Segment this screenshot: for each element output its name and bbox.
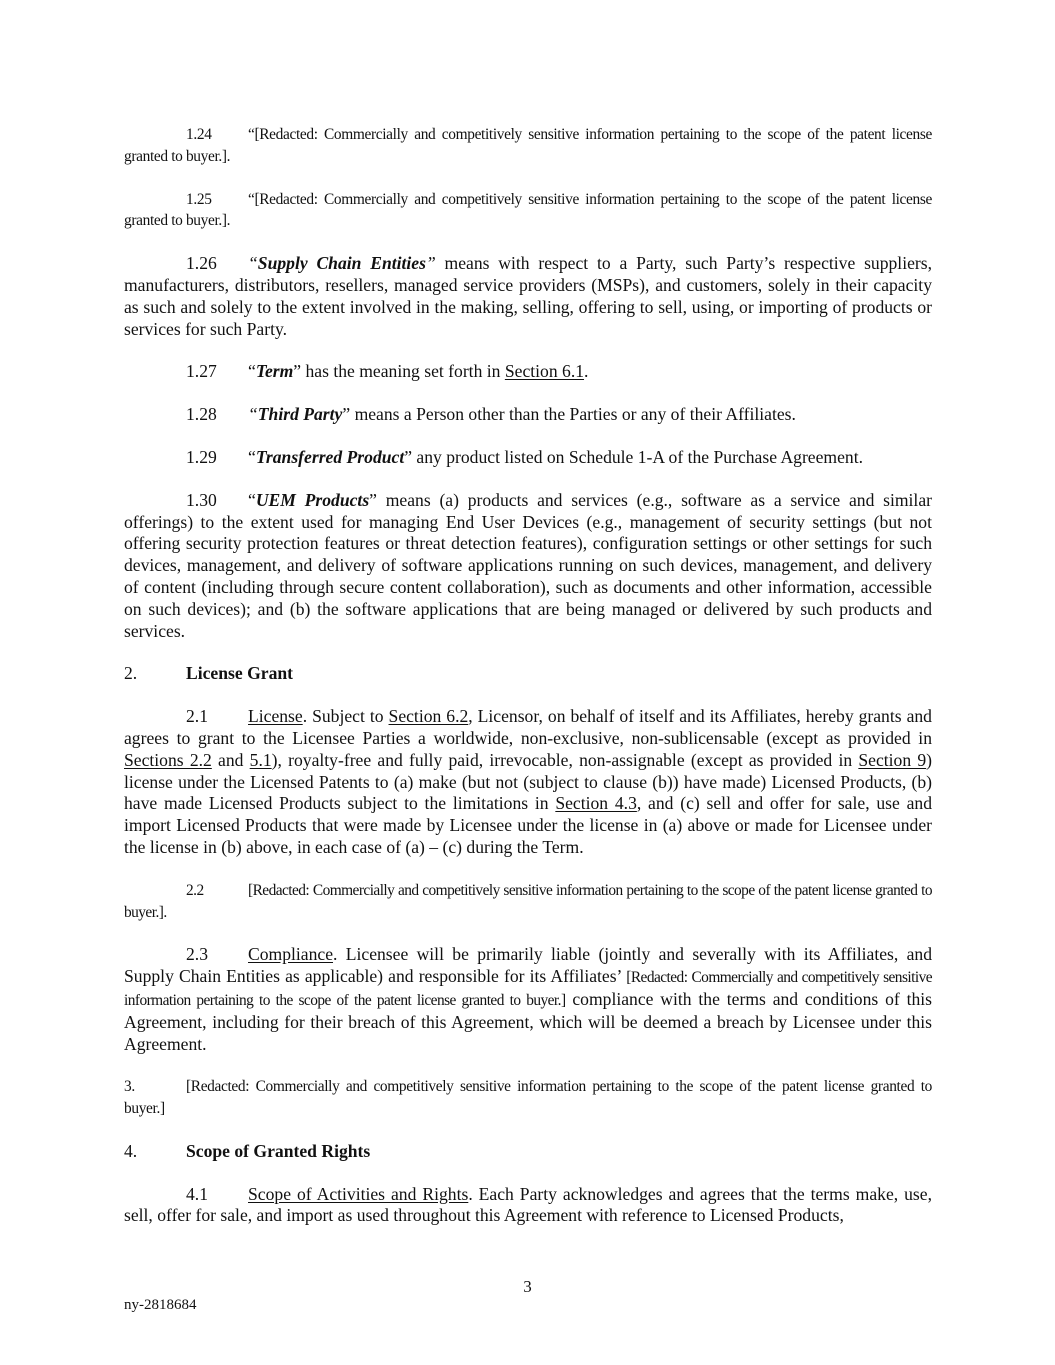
clause-number: 1.30 [186, 489, 217, 510]
clause-text: ” any product listed on Schedule 1-A of the Purchase Agreement. [404, 446, 863, 467]
open-quote: “ [248, 253, 258, 274]
clause-text: , and (c) sell and offer for sale, use and import Licensed Products that were made by Licensee under the license in (a) above or made for Licensee under the license in (b) above, in each case of (a) – (c) during the Term. [124, 793, 932, 857]
section-1-25 [124, 189, 932, 233]
clause-text: compliance with the terms and conditions of this Agreement, including for their breach of this Agreement, which will be deemed a breach by Licensee under this Agreement. [124, 988, 932, 1054]
clause-text: “[Redacted: Commercially and competitively sensitive information pertaining to the scope of the patent license granted to buyer.]. [124, 126, 932, 165]
clause-text: ), royalty-free and fully paid, irrevocable, non-assignable (except as provided in [271, 749, 859, 770]
clause-heading: License [248, 706, 303, 727]
clause-text: . Subject to [302, 706, 389, 727]
section-1-28 [124, 404, 932, 426]
clause-text: . Each Party acknowledges and agrees that the terms make, use, sell, offer for sale, and import as used throughout this Agreement with reference to Licensed Products, [124, 1183, 932, 1226]
open-quote: “ [248, 404, 258, 425]
clause-text: ” has the meaning set forth in [293, 361, 505, 382]
close-quote: ” [425, 253, 436, 274]
clause-heading: Scope of Activities and Rights [248, 1183, 469, 1204]
clause-text: and [211, 749, 250, 770]
section-reference: Sections 2.2 [124, 749, 212, 770]
section-reference: Section 6.1 [504, 361, 585, 382]
document-body [124, 124, 932, 1227]
clause-number: 4.1 [186, 1183, 208, 1204]
clause-text: , Licensor, on behalf of itself and its Affiliates, hereby grants and agrees to grant to the Licensee Parties a worldwide, non-exclusive, non-sublicensable (except as provided in [124, 706, 932, 748]
section-title: Scope of Granted Rights [186, 1140, 371, 1161]
clause-text: ” means (a) products and services (e.g., software as a service and similar offerings) to the extent used for managing End User Devices (e.g., management of security settings (but not offering security protection features or threat detection features), configuration settings or other settings for such devices, management, and delivery of software applications running on such devices, management, and delivery of content (including through secure content collaboration), such as documents and other information, accessible on such devices); and (b) the software applications that are being managed or delivered by such products and services. [124, 489, 932, 641]
clause-text-end: . [584, 361, 589, 382]
defined-term: Term [255, 361, 294, 382]
section-4-heading [124, 1141, 932, 1163]
open-quote: “ [248, 489, 256, 510]
section-text: [Redacted: Commercially and competitively sensitive information pertaining to the scope of the patent license granted to buyer.] [124, 1078, 932, 1118]
section-reference: Section 9 [858, 749, 927, 770]
section-2-3 [124, 944, 932, 1055]
clause-number: 2.3 [186, 944, 208, 965]
clause-number: 1.27 [186, 361, 217, 382]
section-1-29 [124, 447, 932, 469]
document-id: ny-2818684 [124, 1297, 197, 1313]
defined-term: Transferred Product [255, 446, 405, 467]
section-2-1 [124, 706, 932, 859]
clause-text: [Redacted: Commercially and competitively sensitive information pertaining to the scope of the patent license granted to buyer.]. [124, 881, 932, 921]
clause-number: 1.24 [186, 126, 212, 143]
section-reference: Section 6.2 [388, 706, 469, 727]
section-number: 4. [124, 1140, 138, 1161]
redacted-text: [Redacted: Commercially and competitively sensitive information pertaining to the scope of the patent license granted to buyer.] [124, 969, 932, 1009]
defined-term: Third Party [257, 404, 343, 425]
section-number: 3. [124, 1078, 135, 1096]
section-1-26 [124, 253, 932, 340]
clause-text: means with respect to a Party, such Party’s respective suppliers, manufacturers, distributors, resellers, managed service providers (MSPs), and customers, solely in their capacity as such and solely to the extent involved in the making, selling, offering to sell, using, or importing of products or services for such Party. [124, 253, 932, 339]
open-quote: “ [248, 446, 256, 467]
clause-text: “[Redacted: Commercially and competitively sensitive information pertaining to the scope of the patent license granted to buyer.]. [124, 190, 932, 230]
section-number: 2. [124, 663, 138, 684]
clause-heading: Compliance [248, 944, 334, 965]
clause-number: 1.29 [186, 446, 217, 467]
clause-text: ” means a Person other than the Parties or any of their Affiliates. [342, 404, 796, 425]
defined-term: Supply Chain Entities [257, 253, 426, 274]
open-quote: “ [248, 361, 256, 382]
section-1-27 [124, 361, 932, 383]
section-2-heading [124, 663, 932, 685]
clause-text: ) license under the Licensed Patents to (a) make (but not (subject to clause (b)) have made) Licensed Products, (b) have made Licensed Products subject to the limitations in [124, 749, 933, 814]
section-reference: 5.1 [249, 749, 272, 770]
section-title: License Grant [186, 663, 294, 684]
defined-term: UEM Products [255, 489, 370, 510]
section-4-1 [124, 1184, 932, 1228]
section-3 [124, 1076, 932, 1120]
clause-number: 1.28 [186, 404, 217, 425]
section-2-2 [124, 880, 932, 924]
clause-number: 1.26 [186, 253, 217, 274]
clause-number: 2.2 [186, 881, 204, 899]
clause-number: 1.25 [186, 190, 212, 208]
page-number: 3 [523, 1277, 532, 1296]
section-1-30 [124, 490, 932, 643]
clause-text: . Licensee will be primarily liable (jointly and severally with its Affiliates, and Supply Chain Entities as applicable) and responsible for its Affiliates’ [124, 944, 932, 987]
clause-number: 2.1 [186, 706, 208, 727]
section-reference: Section 4.3 [555, 793, 637, 814]
section-1-24 [124, 124, 932, 168]
